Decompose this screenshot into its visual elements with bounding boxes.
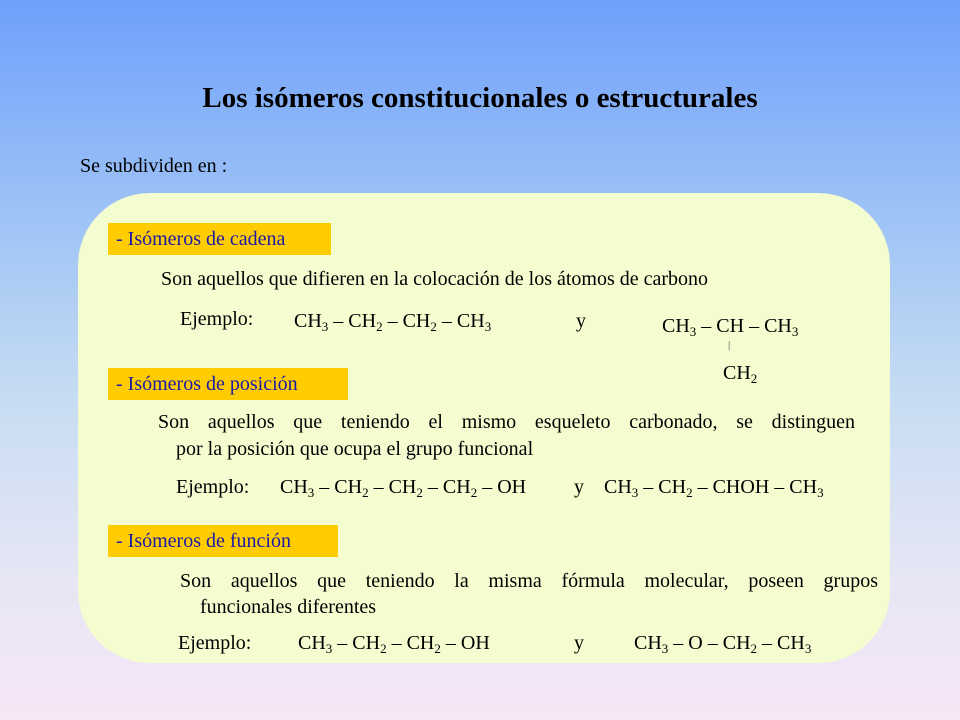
funcion-description-line1: Son aquellos que teniendo la misma fórmula molecular, poseen grupos — [180, 570, 878, 592]
butanol-2-formula: $CH_3 - CH_2$ – CHOH – $CH_3$ — [604, 476, 824, 500]
cadena-connector: y — [576, 310, 586, 332]
cadena-example-label: Ejemplo: — [180, 308, 254, 330]
propanol-formula: $CH_3 - CH_2 - CH_2$ – OH — [298, 632, 490, 656]
butanol-1-formula: $CH_3 - CH_2 - CH_2 - CH_2$ – OH — [280, 476, 527, 500]
isobutane-main-chain: $CH_3$ – CH – $CH_3$ — [662, 315, 799, 339]
cadena-description: Son aquellos que difieren en la colocación de los átomos de carbono — [161, 268, 709, 290]
ether-formula: $CH_3$ – O – $CH_2 - CH_3$ — [634, 632, 812, 656]
tag-isomeros-funcion: - Isómeros de función — [108, 525, 338, 557]
funcion-example-label: Ejemplo: — [178, 632, 252, 654]
funcion-description-line2: funcionales diferentes — [200, 596, 377, 618]
posicion-description-line1: Son aquellos que teniendo el mismo esqueleto carbonado, se distinguen — [158, 411, 855, 433]
posicion-connector: y — [574, 476, 584, 498]
butane-formula: $CH_3 - CH_2 - CH_2 - CH_3$ — [294, 310, 492, 334]
tag-isomeros-posicion: - Isómeros de posición — [108, 368, 348, 400]
slide-title: Los isómeros constitucionales o estructurales — [202, 82, 758, 114]
posicion-description-line2: por la posición que ocupa el grupo funcional — [176, 438, 534, 460]
tag-isomeros-cadena: - Isómeros de cadena — [108, 223, 331, 255]
isobutane-branch: $CH_2$ — [723, 362, 758, 386]
isobutane-branch-bond: | — [728, 339, 731, 351]
subtitle: Se subdividen en : — [80, 155, 228, 177]
funcion-connector: y — [574, 632, 584, 654]
posicion-example-label: Ejemplo: — [176, 476, 250, 498]
